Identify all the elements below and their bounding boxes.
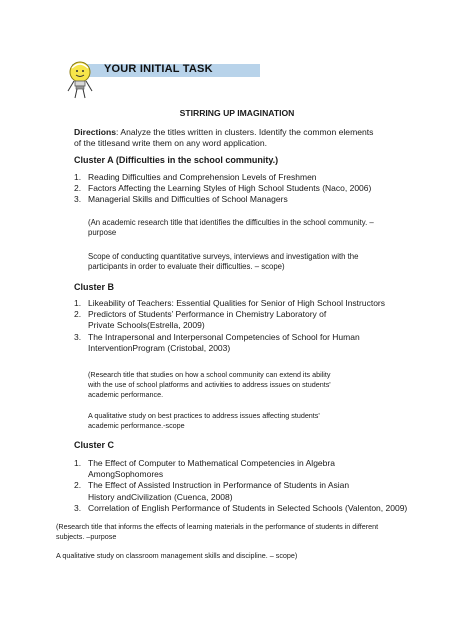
cluster-b-scope: A qualitative study on best practices to address issues affecting students' academic performance.-scope: [88, 411, 320, 430]
list-item: 2. Factors Affecting the Learning Styles of High School Students (Naco, 2006): [74, 183, 372, 194]
lightbulb-icon: [66, 58, 102, 100]
cluster-c-purpose: (Research title that informs the effects of learning materials in the performance of students in different subjects. –purpose: [56, 522, 379, 541]
page-title: STIRRING UP IMAGINATION: [179, 108, 295, 118]
cluster-b-heading: Cluster B: [74, 282, 115, 292]
cluster-a-scope: Scope of conducting quantitative surveys, interviews and investigation with the participants in order to evaluate their difficulties. – scope): [88, 252, 359, 272]
directions-block: [74, 127, 404, 148]
list-item: 2. The Effect of Assisted Instruction in Performance of Students in Asian History andCivilization (Cuenca, 2008): [74, 480, 350, 502]
list-item: 3. Managerial Skills and Difficulties of School Managers: [74, 194, 288, 205]
cluster-b-purpose: (Research title that studies on how a school community can extend its ability with the use of school platforms and activities to address issues on students' academic performance.: [88, 370, 331, 399]
cluster-a-heading: Cluster A (Difficulties in the school community.): [74, 155, 279, 165]
directions-text-2: of the titlesand write them on any word application.: [74, 137, 267, 148]
cluster-a-list: [74, 172, 414, 206]
cluster-c-heading: Cluster C: [74, 440, 115, 450]
list-item: 1. Likeability of Teachers: Essential Qualities for Senior of High School Instructors: [74, 298, 386, 308]
list-item: 3. Correlation of English Performance of Students in Selected Schools (Valenton, 2009): [74, 502, 408, 513]
cluster-b-list: [74, 298, 414, 354]
cluster-a-purpose: (An academic research title that identifies the difficulties in the school community. – purpose: [88, 218, 374, 238]
list-item: 1. The Effect of Computer to Mathematical Competencies in Algebra AmongSophomores: [74, 458, 335, 480]
cluster-c-scope: A qualitative study on classroom management skills and discipline. – scope): [56, 551, 298, 560]
list-item: 1. Reading Difficulties and Comprehension Levels of Freshmen: [74, 172, 317, 182]
list-item: 2. Predictors of Students’ Performance in Chemistry Laboratory of Private Schools(Estrella, 2009): [74, 309, 327, 331]
cluster-c-list: [74, 458, 414, 514]
directions-text-1: : Analyze the titles written in clusters. Identify the common elements: [116, 127, 374, 137]
list-item: 3. The Intrapersonal and Interpersonal Competencies of School for Human InterventionProgram (Cristobal, 2003): [74, 331, 360, 353]
header-title: YOUR INITIAL TASK: [104, 63, 213, 75]
directions-label: Directions: [74, 127, 117, 137]
